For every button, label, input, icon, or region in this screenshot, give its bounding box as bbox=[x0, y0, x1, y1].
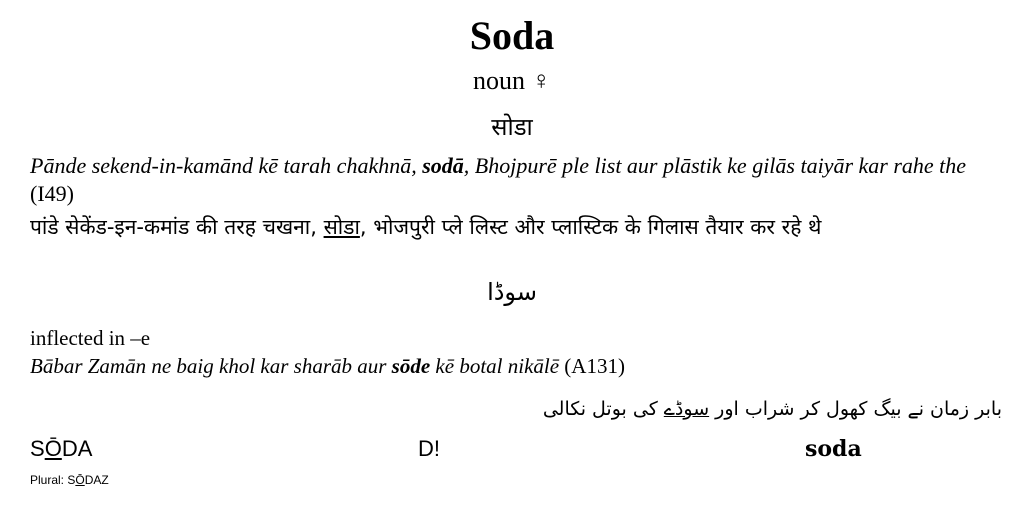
example2-urdu bbox=[543, 398, 1002, 420]
example1-deva-before: पांडे सेकेंड-इन-कमांड की तरह चखना, bbox=[30, 215, 324, 239]
example2-transliteration bbox=[30, 354, 625, 379]
example1-deva-after: , भोजपुरी प्ले लिस्ट और प्लास्टिक के गिलास तैयार कर रहे थे bbox=[359, 215, 822, 239]
code-main-mark: Ō bbox=[44, 436, 62, 461]
headword: Soda bbox=[469, 13, 555, 58]
example1-translit-keyword: sodā bbox=[422, 153, 464, 178]
plural-post: DAZ bbox=[84, 473, 109, 487]
example2-translit-after: kē botal nikālē bbox=[430, 354, 565, 378]
example2-urdu-after: کی بوتل نکالی bbox=[542, 398, 664, 420]
example1-translit-before: Pānde sekend-in-kamānd kē tarah chakhnā, bbox=[30, 153, 423, 178]
example1-translit-after: , Bhojpurē ple list aur plāstik ke gilās taiyār kar rahe the bbox=[463, 153, 967, 178]
example1-devanagari bbox=[30, 213, 821, 241]
plural-mark: Ō bbox=[75, 473, 85, 487]
exclamation-code: D! bbox=[418, 436, 440, 461]
example2-urdu-keyword: سوڈے bbox=[663, 398, 710, 420]
example1-deva-keyword: सोडा bbox=[323, 215, 360, 239]
part-of-speech: noun ♀ bbox=[473, 66, 551, 95]
gothic-code: soda bbox=[805, 436, 862, 462]
plural-pre: Plural: S bbox=[30, 473, 76, 487]
example2-translit-before: Bābar Zamān ne baig khol kar sharāb aur bbox=[30, 354, 392, 378]
inflection-note: inflected in –e bbox=[30, 326, 151, 350]
urdu-headword: سوڈا bbox=[487, 278, 537, 306]
example2-translit-keyword: sōde bbox=[391, 354, 431, 378]
code-main-pre: S bbox=[30, 436, 45, 461]
example1-reference: (I49) bbox=[30, 181, 74, 206]
example2-reference: (A131) bbox=[564, 354, 625, 378]
example1-transliteration bbox=[30, 152, 1005, 208]
example2-urdu-before: بابر زمان نے بیگ کھول کر شراب اور bbox=[709, 398, 1002, 420]
plural-note bbox=[30, 473, 109, 487]
devanagari-headword: सोडा bbox=[491, 113, 533, 141]
code-main-post: DA bbox=[61, 436, 93, 461]
pronunciation-code bbox=[30, 436, 92, 462]
